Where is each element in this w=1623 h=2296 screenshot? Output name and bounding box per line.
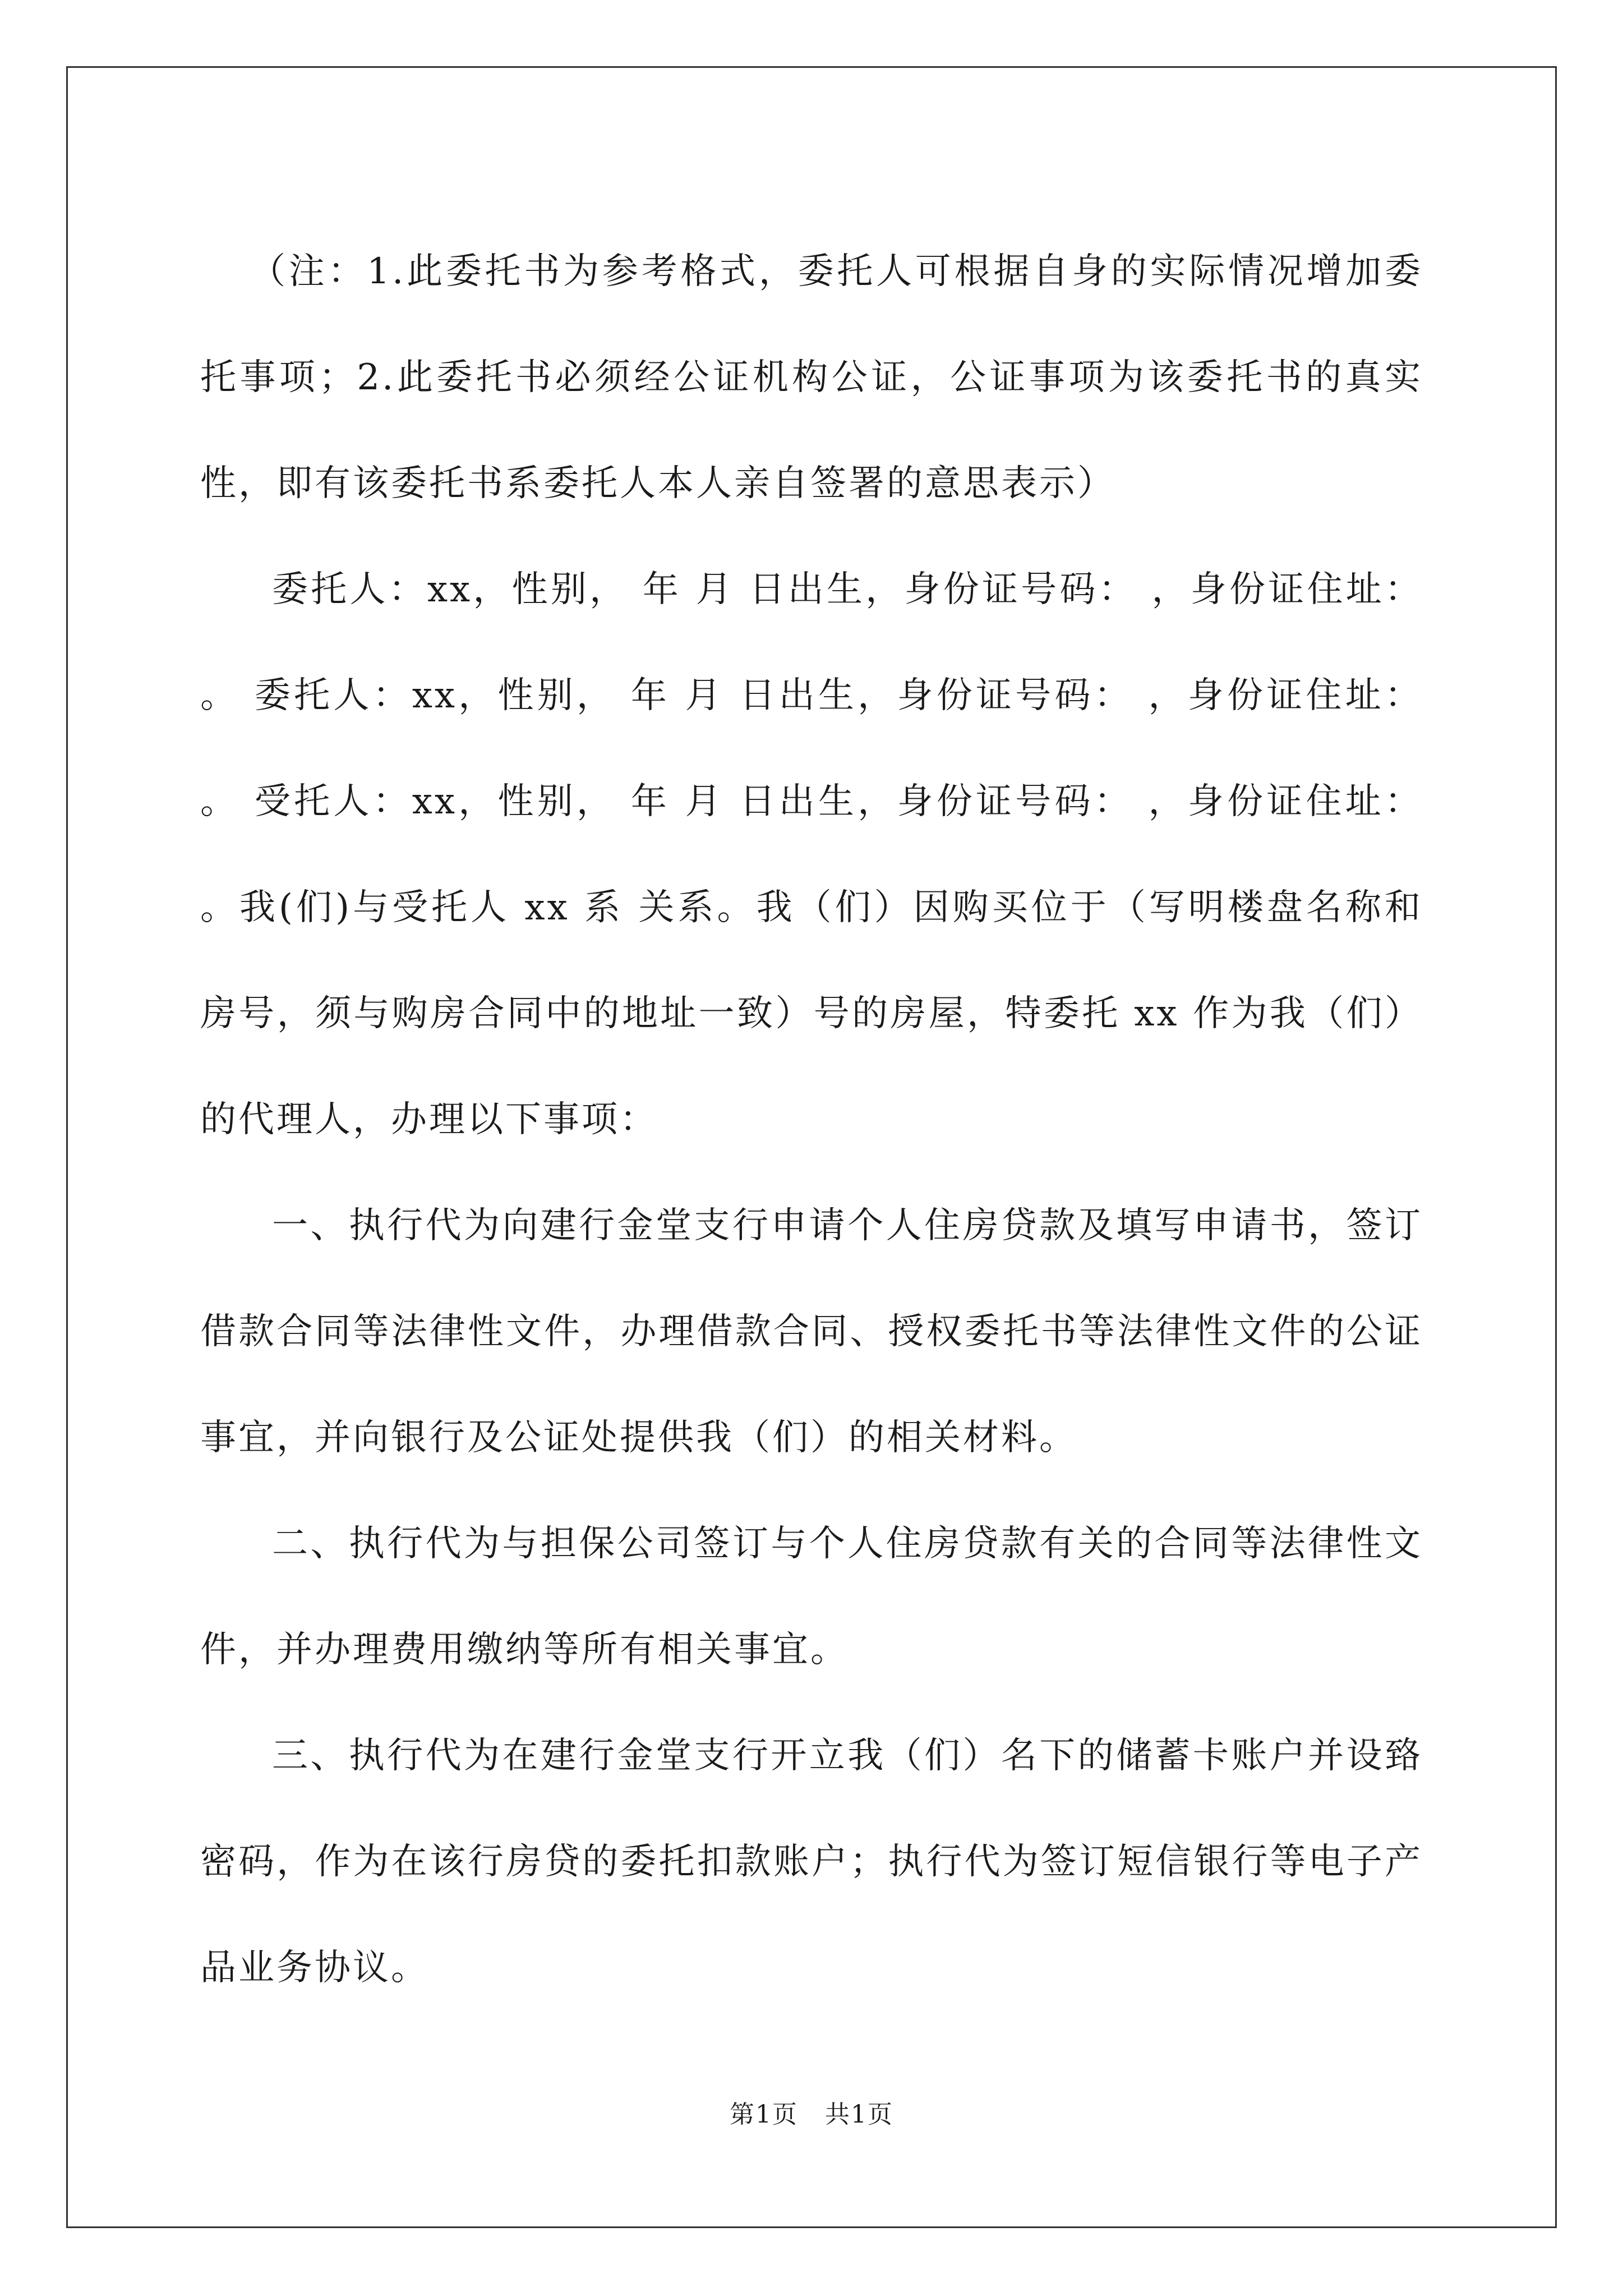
document-body <box>200 219 1423 2021</box>
item-two-paragraph: 二、执行代为与担保公司签订与个人住房贷款有关的合同等法律性文件，并办理费用缴纳等所有相关事宜。 <box>200 1523 1423 1671</box>
page-number: 第1页 <box>730 2100 798 2129</box>
item-three-paragraph: 三、执行代为在建行金堂支行开立我（们）名下的储蓄卡账户并设臵密码，作为在该行房贷的委托扣款账户；执行代为签订短信银行等电子产品业务协议。 <box>200 1735 1423 1989</box>
page-footer <box>0 2098 1623 2132</box>
page-total: 共1页 <box>825 2100 893 2129</box>
note-paragraph: （注：1.此委托书为参考格式，委托人可根据自身的实际情况增加委托事项；2.此委托书必须经公证机构公证，公证事项为该委托书的真实性，即有该委托书系委托人本人亲自签署的意思表示） <box>200 251 1423 504</box>
parties-paragraph: 委托人：xx，性别， 年 月 日出生，身份证号码： ，身份证住址： 。 委托人：xx，性别， 年 月 日出生，身份证号码： ，身份证住址： 。 受托人：xx，性别， 年 月 日出生，身份证号码： ，身份证住址： 。我(们)与受托人 xx 系 关系。我（们）因购买位于（写明楼盘名称和房号，须与购房合同中的地址一致）号的房屋，特委托 xx 作为我（们）的代理人，办理以下事项： <box>200 569 1423 1140</box>
item-one-paragraph: 一、执行代为向建行金堂支行申请个人住房贷款及填写申请书，签订借款合同等法律性文件，办理借款合同、授权委托书等法律性文件的公证事宜，并向银行及公证处提供我（们）的相关材料。 <box>200 1205 1423 1458</box>
